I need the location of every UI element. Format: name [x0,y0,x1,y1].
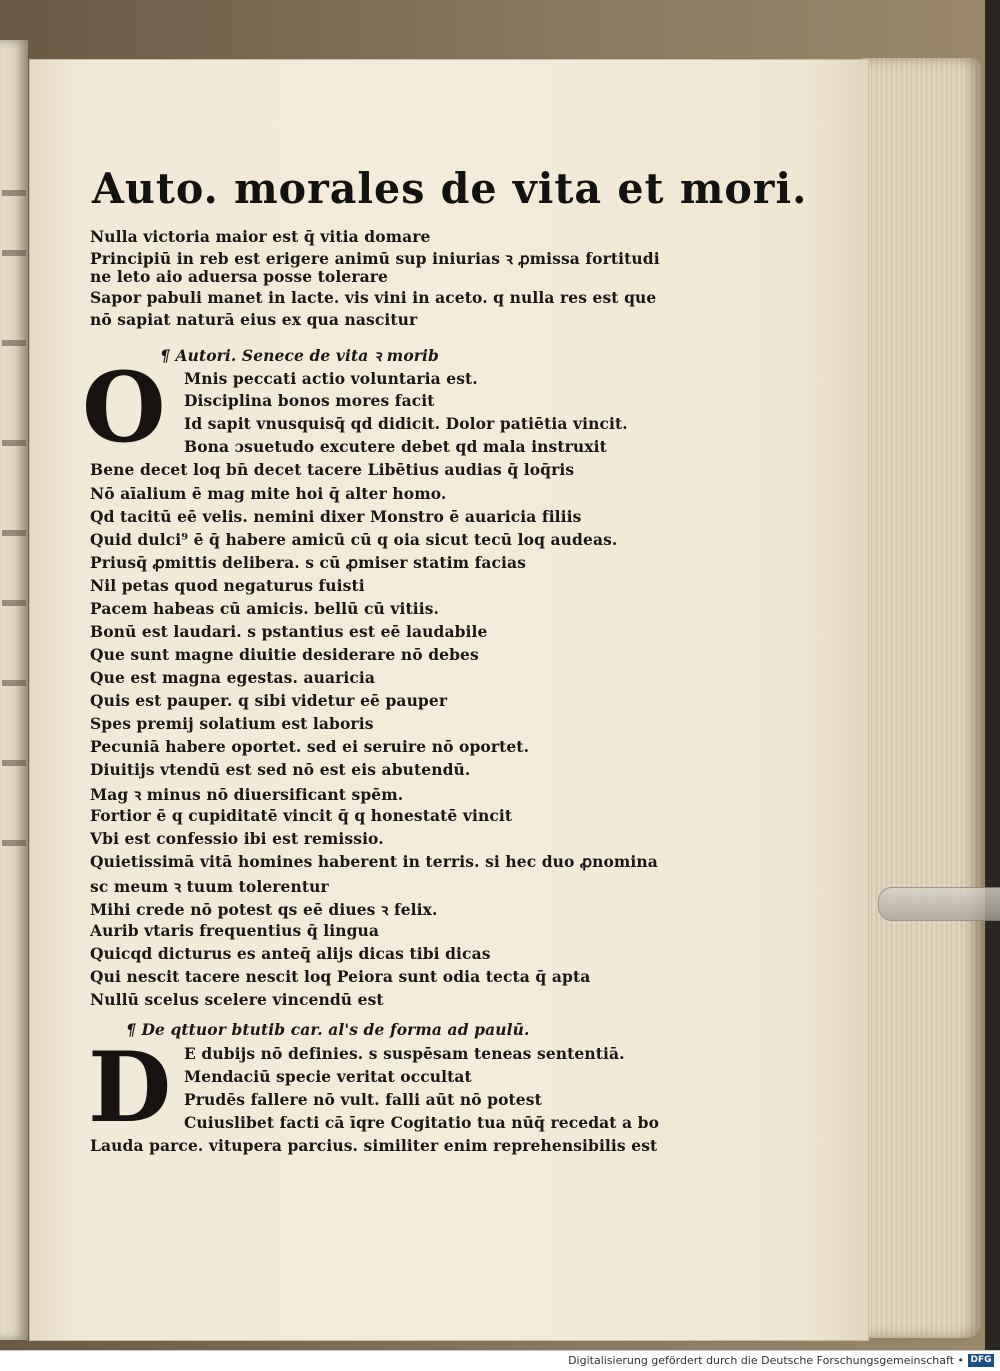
text-line: Lauda parce. vitupera parcius. similiter enim reprehensibilis est [90,1136,658,1155]
text-line: Mihi crede nō potest qs eē diues ꝛ felix. [90,900,438,919]
page-title: Auto. morales de vita et mori. [92,164,808,213]
text-line: Id sapit vnusquisq̄ qd didicit. Dolor patiētia vincit. [184,414,628,433]
page-text [30,60,868,1340]
text-line: Nullū scelus scelere vincendū est [90,990,384,1009]
footer-credit: Digitalisierung gefördert durch die Deutsche Forschungsgemeinschaft • [568,1354,964,1367]
text-line: Pacem habeas cū amicis. bellū cū vitiis. [90,599,440,618]
text-line: Pecuniā habere oportet. sed ei seruire nō oportet. [90,737,530,756]
text-line: Quicqd dicturus es anteq̄ alijs dicas tibi dicas [90,944,491,963]
initial-letter-d: D [88,1031,172,1144]
text-line: Disciplina bonos mores facit [184,391,435,410]
text-line: Prudēs fallere nō vult. falli aūt nō potest [184,1090,542,1109]
text-line: Quietissimā vitā homines haberent in terris. si hec duo ꝓnomina [90,852,658,871]
text-line: Priusq̄ ꝓmittis delibera. s cū ꝓmiser statim facias [90,553,526,572]
text-line: Mnis peccati actio voluntaria est. [184,369,478,388]
text-line: Qui nescit tacere nescit loq Peiora sunt odia tecta q̄ apta [90,967,591,986]
footer-bar [0,1350,1000,1371]
fore-edge [862,58,981,1338]
section-heading: ¶ Autori. Senece de vita ꝛ morib [160,346,439,365]
text-line: Mendaciū specie veritat occultat [184,1067,472,1086]
text-line: Bonū est laudari. s pstantius est eē laudabile [90,622,488,641]
text-line: Nō aīalium ē mag mite hoi q̄ alter homo. [90,484,447,503]
text-line: Qd tacitū eē velis. nemini dixer Monstro ē auaricia filiis [90,507,582,526]
text-line: Cuiuslibet facti cā īqre Cogitatio tua nūq̄ recedat a bo [184,1113,660,1132]
text-line: Sapor pabuli manet in lacte. vis vini in aceto. q nulla res est que [90,288,657,307]
text-line: Nil petas quod negaturus fuisti [90,576,365,595]
text-line: Mag ꝛ minus nō diuersificant spēm. [90,785,404,804]
text-line: Bene decet loq bn̄ decet tacere Libētius audias q̄ loq̄ris [90,460,575,479]
text-line: Principiū in reb est erigere animū sup iniurias ꝛ ꝓmissa fortitudi [90,249,660,268]
text-line: Nulla victoria maior est q̄ vitia domare [90,227,431,246]
book-page [30,60,868,1340]
text-line: sc meum ꝛ tuum tolerentur [90,877,329,896]
text-line: Bona ɔsuetudo excutere debet qd mala instruxit [184,437,607,456]
text-line: Fortior ē q cupiditatē vincit q̄ q honestatē vincit [90,806,513,825]
text-line: E dubijs nō definies. s suspēsam teneas sententiā. [184,1044,625,1063]
text-line: Quid dulci⁹ ē q̄ habere amicū cū q oia sicut tecū loq audeas. [90,530,618,549]
text-line: Vbi est confessio ibi est remissio. [90,829,384,848]
dfg-logo: DFG [968,1354,994,1367]
text-line: ne leto aio aduersa posse tolerare [90,267,388,286]
left-page-edge [0,40,28,1340]
page-marker-tab [878,887,1000,921]
text-line: Quis est pauper. q sibi videtur eē pauper [90,691,448,710]
text-line: Que sunt magne diuitie desiderare nō debes [90,645,479,664]
text-line: Spes premij solatium est laboris [90,714,374,733]
text-line: Que est magna egestas. auaricia [90,668,376,687]
text-line: Aurib vtaris frequentius q̄ lingua [90,921,380,940]
text-line: Diuitijs vtendū est sed nō est eis abutendū. [90,760,471,779]
text-line: nō sapiat naturā eius ex qua nascitur [90,310,418,329]
initial-letter-o: O [82,351,166,464]
section-heading: ¶ De qttuor btutib car. al's de forma ad paulū. [126,1020,530,1039]
